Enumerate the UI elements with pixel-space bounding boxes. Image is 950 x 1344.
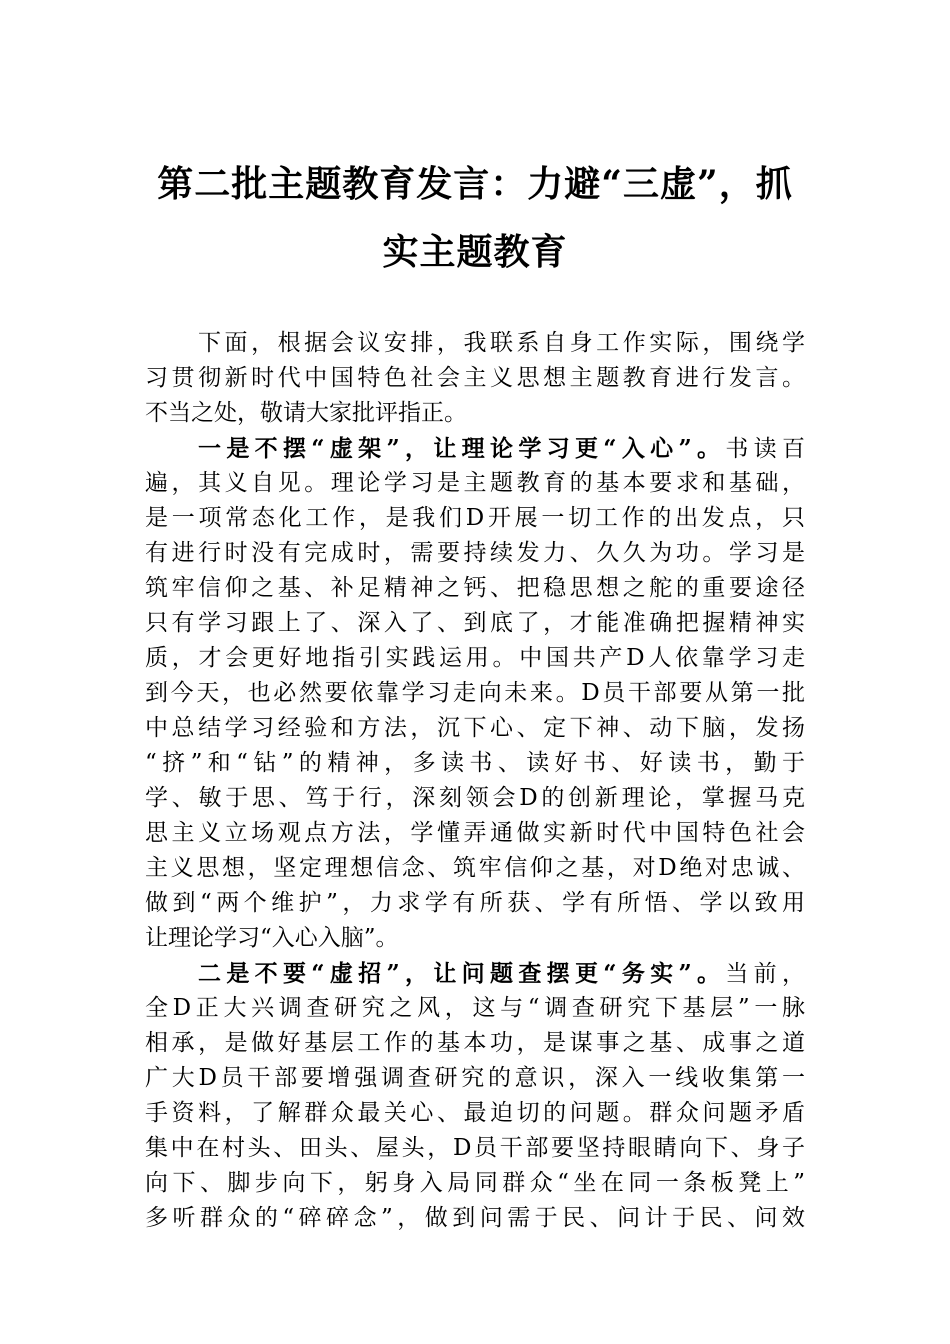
paragraph-line: 有进行时没有完成时，需要持续发力、久久为功。学习是 xyxy=(145,540,805,566)
paragraph-line: 是一项常态化工作，是我们D开展一切工作的出发点，只 xyxy=(145,505,805,531)
paragraph-line: 手资料，了解群众最关心、最迫切的问题。群众问题矛盾 xyxy=(145,1100,805,1126)
paragraph-line: 让理论学习“入心入脑”。 xyxy=(145,925,399,951)
paragraph-line: “挤”和“钻”的精神，多读书、读好书、好读书，勤于 xyxy=(145,750,805,776)
paragraph-line: 向下、脚步向下，躬身入局同群众“坐在同一条板凳上” xyxy=(145,1170,805,1196)
intro-line: 不当之处，敬请大家批评指正。 xyxy=(145,400,467,426)
paragraph-line: 主义思想，坚定理想信念、筑牢信仰之基，对D绝对忠诚、 xyxy=(145,855,805,881)
paragraph-line: 相承，是做好基层工作的基本功，是谋事之基、成事之道 xyxy=(145,1030,805,1056)
paragraph-line: 广大D员干部要增强调查研究的意识，深入一线收集第一 xyxy=(145,1065,805,1091)
document-title-line-1: 第二批主题教育发言：力避“三虚”，抓 xyxy=(157,163,793,205)
paragraph-line: 质，才会更好地指引实践运用。中国共产D人依靠学习走 xyxy=(145,645,805,671)
intro-line: 下面，根据会议安排，我联系自身工作实际，围绕学 xyxy=(198,330,805,356)
paragraph-line: 只有学习跟上了、深入了、到底了，才能准确把握精神实 xyxy=(145,610,805,636)
section-1-first-line xyxy=(198,437,805,461)
section-2-heading: 二是不要“虚招”，让问题查摆更“务实”。 xyxy=(198,960,726,987)
paragraph-line: 中总结学习经验和方法，沉下心、定下神、动下脑，发扬 xyxy=(145,715,805,741)
section-1-heading-rest: 书读百 xyxy=(725,436,806,462)
paragraph-line: 做到“两个维护”，力求学有所获、学有所悟、学以致用 xyxy=(145,890,805,916)
paragraph-line: 学、敏于思、笃于行，深刻领会D的创新理论，掌握马克 xyxy=(145,785,805,811)
section-2-heading-rest: 当前， xyxy=(725,961,806,987)
paragraph-line: 多听群众的“碎碎念”，做到问需于民、问计于民、问效 xyxy=(145,1205,805,1231)
paragraph-line: 思主义立场观点方法，学懂弄通做实新时代中国特色社会 xyxy=(145,820,805,846)
paragraph-line: 遍，其义自见。理论学习是主题教育的基本要求和基础， xyxy=(145,470,805,496)
intro-line: 习贯彻新时代中国特色社会主义思想主题教育进行发言。 xyxy=(145,365,805,391)
paragraph-line: 全D正大兴调查研究之风，这与“调查研究下基层”一脉 xyxy=(145,995,805,1021)
paragraph-line: 到今天，也必然要依靠学习走向未来。D员干部要从第一批 xyxy=(145,680,805,706)
paragraph-line: 集中在村头、田头、屋头，D员干部要坚持眼睛向下、身子 xyxy=(145,1135,805,1161)
document-title-line-2: 实主题教育 xyxy=(382,231,568,273)
paragraph-line: 筑牢信仰之基、补足精神之钙、把稳思想之舵的重要途径 xyxy=(145,575,805,601)
section-1-heading: 一是不摆“虚架”，让理论学习更“入心”。 xyxy=(198,435,726,462)
section-2-first-line xyxy=(198,962,805,986)
